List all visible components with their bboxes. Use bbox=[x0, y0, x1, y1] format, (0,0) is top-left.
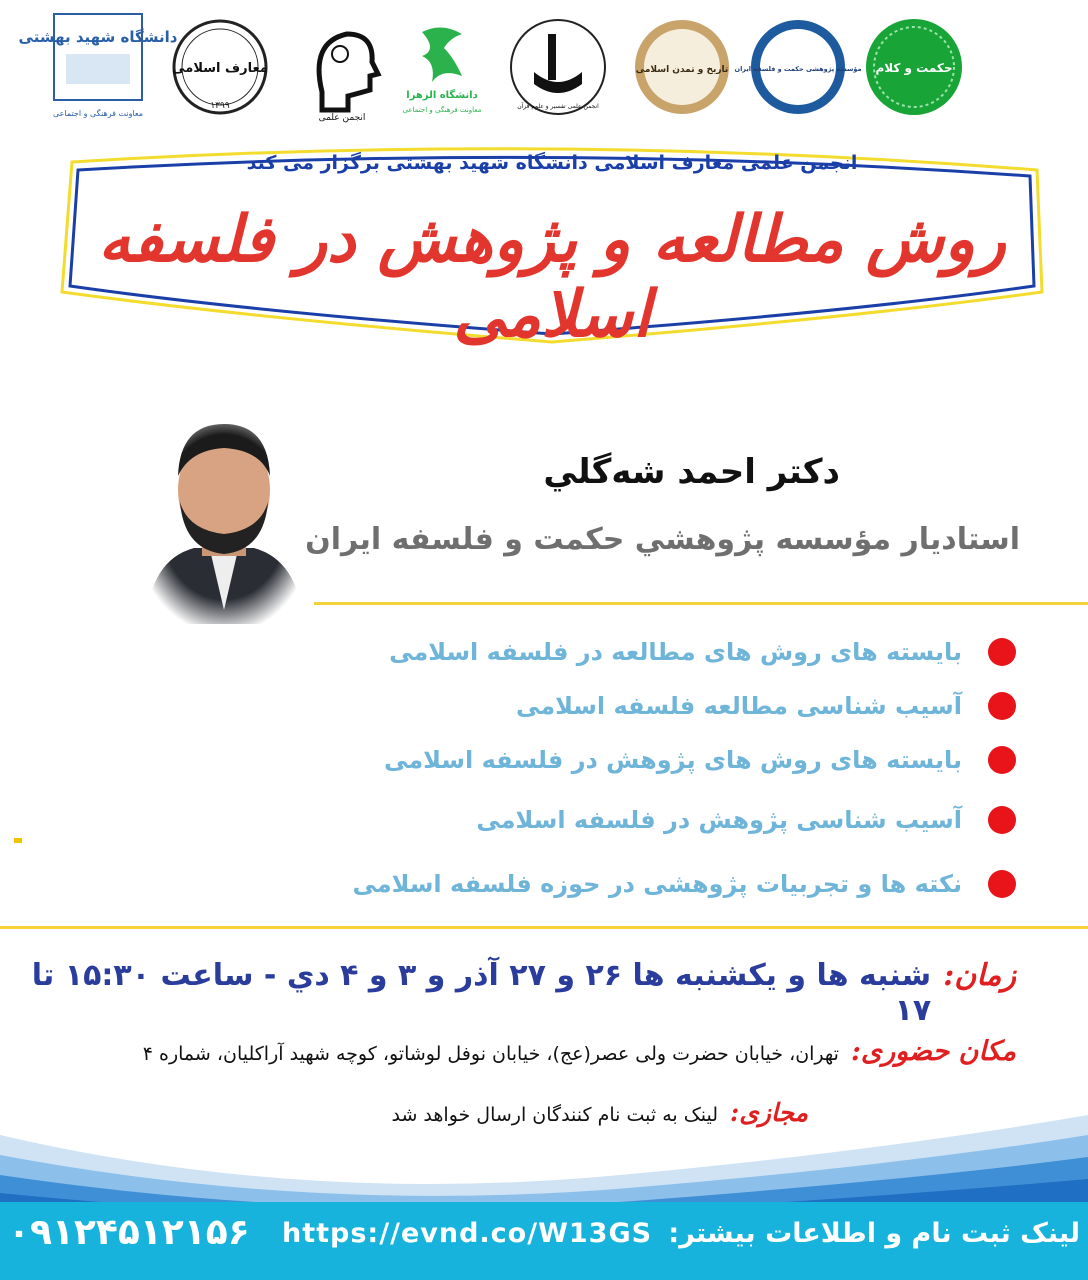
logo-maaref-eslami bbox=[170, 12, 270, 122]
topic-text: نکته ها و تجربیات پژوهشی در حوزه فلسفه اسلامی bbox=[352, 870, 962, 898]
yellow-mark bbox=[14, 838, 22, 843]
logos-row bbox=[0, 0, 1088, 140]
time-value: شنبه ها و یکشنبه ها ۲۶ و ۲۷ آذر و ۳ و ۴ دي - ساعت ۱۵:۳۰ تا ۱۷ bbox=[31, 958, 932, 1028]
location-row bbox=[143, 1036, 1016, 1067]
bullet-dot bbox=[988, 806, 1016, 834]
footer-bar bbox=[0, 1202, 1088, 1280]
list-item bbox=[300, 800, 1030, 840]
speaker-title: استاديار مؤسسه پژوهشي حکمت و فلسفه ايران bbox=[305, 522, 1020, 557]
topic-text: بایسته های روش های پژوهش در فلسفه اسلامی bbox=[384, 746, 962, 774]
wave-decoration bbox=[0, 1095, 1088, 1215]
topic-text: آسیب شناسی پژوهش در فلسفه اسلامی bbox=[476, 806, 962, 834]
logo-anjoman-elmi bbox=[292, 12, 392, 122]
logo-tarikh-tamadon bbox=[632, 12, 732, 122]
logo-text: دانشگاه الزهرا bbox=[406, 90, 478, 101]
time-label: زمان: bbox=[943, 958, 1016, 993]
online-value: لینک به ثبت نام کنندگان ارسال خواهد شد bbox=[391, 1104, 718, 1126]
logo-shahid-beheshti bbox=[18, 12, 178, 122]
logo-quran-hadith bbox=[508, 12, 608, 122]
organizer-text: انجمن علمی معارف اسلامی دانشگاه شهید بهشتی برگزار می کند bbox=[246, 152, 858, 174]
list-item bbox=[300, 740, 1030, 780]
logo-hekmat-kalam bbox=[864, 12, 964, 122]
event-title: روش مطالعه و پژوهش در فلسفه اسلامی bbox=[98, 202, 1006, 352]
registration-label: لینک ثبت نام و اطلاعات بیشتر: bbox=[668, 1218, 1080, 1249]
phone-number[interactable]: ۰۹۱۲۴۵۱۲۱۵۶ bbox=[8, 1212, 250, 1253]
logo-text: تاریخ و تمدن اسلامی bbox=[635, 65, 729, 75]
topic-text: بایسته های روش های مطالعه در فلسفه اسلامی bbox=[389, 638, 962, 666]
online-label: مجازی: bbox=[729, 1098, 808, 1127]
logo-text: حکمت و کلام bbox=[875, 61, 953, 75]
list-item bbox=[300, 686, 1030, 726]
topic-text: آسیب شناسی مطالعه فلسفه اسلامی bbox=[515, 692, 962, 720]
speaker-photo bbox=[140, 410, 308, 624]
logo-text: مؤسسه پژوهشی حکمت و فلسفه ایران bbox=[734, 65, 862, 73]
bullet-dot bbox=[988, 638, 1016, 666]
bullet-dot bbox=[988, 692, 1016, 720]
logo-text: انجمن علمی تفسیر و علوم قرآن bbox=[517, 103, 599, 110]
logo-text: معارف اسلامی bbox=[172, 61, 268, 76]
speaker-name: دکتر احمد شه‌گلي bbox=[543, 452, 840, 492]
title-banner bbox=[52, 142, 1052, 350]
list-item bbox=[300, 864, 1030, 904]
list-item bbox=[300, 632, 1030, 672]
logo-text: انجمن علمی bbox=[318, 113, 366, 123]
logo-subtext: معاونت فرهنگی و اجتماعی bbox=[52, 109, 144, 118]
logo-hekmat-falsafe bbox=[734, 12, 862, 122]
location-label: مکان حضوری: bbox=[850, 1036, 1016, 1067]
bullet-dot bbox=[988, 746, 1016, 774]
logo-alzahra bbox=[392, 12, 492, 122]
registration-link[interactable]: https://evnd.co/W13GS bbox=[282, 1218, 653, 1249]
divider-bottom bbox=[0, 926, 1088, 929]
topics-list bbox=[300, 628, 1030, 918]
logo-subtext: معاونت فرهنگی و اجتماعی bbox=[402, 106, 482, 114]
logo-text: دانشگاه شهید بهشتی bbox=[18, 28, 178, 46]
time-row bbox=[0, 958, 1016, 1028]
divider-top bbox=[314, 602, 1088, 605]
location-value: تهران، خیابان حضرت ولی عصر(عج)، خیابان نوفل لوشاتو، کوچه شهید آراکلیان، شماره ۴ bbox=[142, 1043, 839, 1065]
bullet-dot bbox=[988, 870, 1016, 898]
logo-subtext: ۱۳۹۹ bbox=[210, 101, 230, 111]
